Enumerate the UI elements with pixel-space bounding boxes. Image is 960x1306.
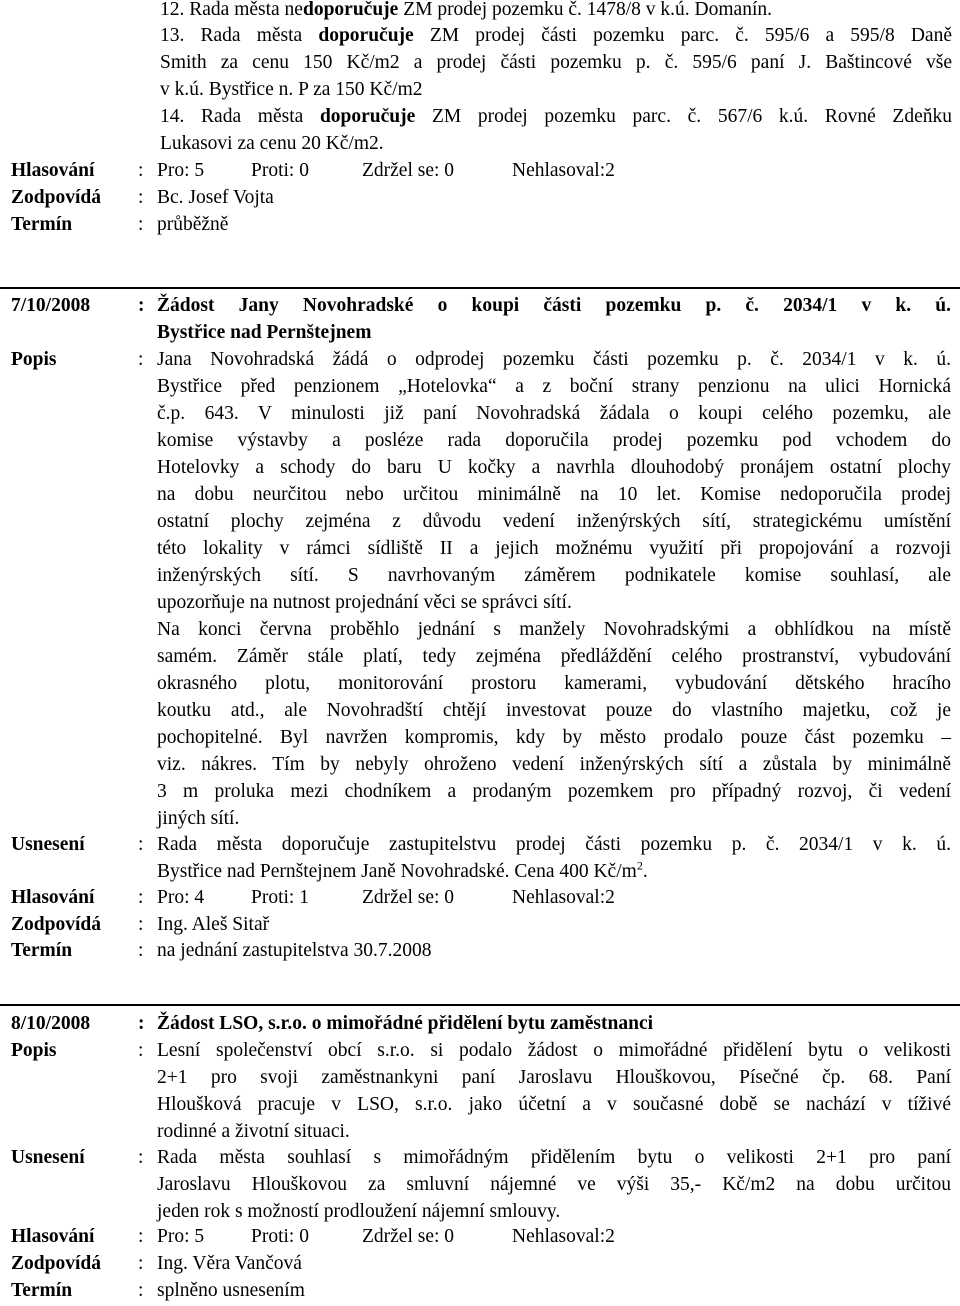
section-8-deadline-row: Termín : splněno usnesením — [11, 1280, 305, 1301]
section-7-resolution-line-2: Bystřice nad Pernštejnem Janě Novohradské. Cena 400 $Kč/m^2$. — [157, 858, 648, 882]
deadline-row: Termín : průběžně — [11, 214, 229, 235]
section-7-description: Popis : Jana Novohradská žádá o odprodej pozemku části pozemku p. č. 2034/1 v k. ú. Bystřice před penzionem „Hotelovka“ a z boční strany penzionu na ulici Hornická č.p. 643. V minulosti již paní Novohradská žádala o koupi celého pozemku, ale komise výstavby a posléze rada doporučila prodej pozemku pod vchodem do Hotelovky a schody do baru U kočky a navrhla dlouhodobý pronájem ostatní plochy na dobu neurčitou nebo určitou minimálně na 10 let. Komise nedoporučila prodej ostatní plochy zejména z důvodu vedení inženýrských sítí, strategickému umístění této lokality v rámci sídliště II a jejich možnému využití při propojování a rozvoji inženýrských sítí. S navrhovaným záměrem podnikatele komise souhlasí, ale upozorňuje na nutnost projednání věci se správci sítí. Na konci června proběhlo jednání s manžely Novohradskými a obhlídkou na místě samém. Záměr stále platí, tedy zejména předláždění celého prostranství, vybudování okrasného plotu, monitorování prostoru kamerami, vybudování dětského hracího koutku atd., ale Novohradští chtějí investovat pouze do vlastního majetku, což je pochopitelné. Byl navržen kompromis, kdy by město prodalo pouze část pozemku – viz. nákres. Tím by nebyly ohroženo vedení inženýrských sítí a zůstala by minimálně 3 m proluka mezi chodníkem a prodaným pozemkem pro případný rozvoj, či vedení jiných sítí. — [11, 349, 951, 829]
section-7-resolution: Usnesení : Rada města doporučuje zastupitelstvu prodej části pozemku p. č. 2034/1 v k. ú. — [11, 834, 951, 855]
section-8-vote-row: Hlasování : Pro: 5 Proti: 0 Zdržel se: 0 Nehlasoval:2 — [11, 1226, 615, 1247]
section-7-responsible-row: Zodpovídá : Ing. Aleš Sitař — [11, 914, 270, 935]
section-8-responsible-row: Zodpovídá : Ing. Věra Vančová — [11, 1253, 302, 1274]
section-8-header: 8/10/2008 : Žádost LSO, s.r.o. o mimořádné přidělení bytu zaměstnanci — [11, 1013, 654, 1034]
vote-row: Hlasování : Pro: 5 Proti: 0 Zdržel se: 0 Nehlasoval:2 — [11, 160, 615, 181]
section-8-resolution: Usnesení : Rada města souhlasí s mimořádným přidělením bytu o velikosti 2+1 pro paní Jaroslavu Hlouškovou za smluvní nájemné ve výši 35,- Kč/m2 na dobu určitou jeden rok s možností prodloužení nájemní smlouvy. — [11, 1147, 951, 1222]
section-7-deadline-row: Termín : na jednání zastupitelstva 30.7.2008 — [11, 940, 432, 961]
section-7-vote-row: Hlasování : Pro: 4 Proti: 1 Zdržel se: 0 Nehlasoval:2 — [11, 887, 615, 908]
section-8-description: Popis : Lesní společenství obcí s.r.o. si podalo žádost o mimořádné přidělení bytu o velikosti 2+1 pro svoji zaměstnankyni paní Jaroslavu Hlouškovou, Písečné čp. 68. Paní Hloušková pracuje v LSO, s.r.o. jako účetní a v současné době se nachází v tíživé rodinné a životní situaci. — [11, 1040, 951, 1142]
section-8-rule — [0, 1004, 960, 1006]
responsible-row: Zodpovídá : Bc. Josef Vojta — [11, 187, 274, 208]
section-7-header: 7/10/2008 : Žádost Jany Novohradské o koupi části pozemku p. č. 2034/1 v k. ú. — [11, 295, 951, 316]
section-7-rule — [0, 287, 960, 289]
section-7-header-line-2: Bystřice nad Pernštejnem — [157, 322, 372, 343]
